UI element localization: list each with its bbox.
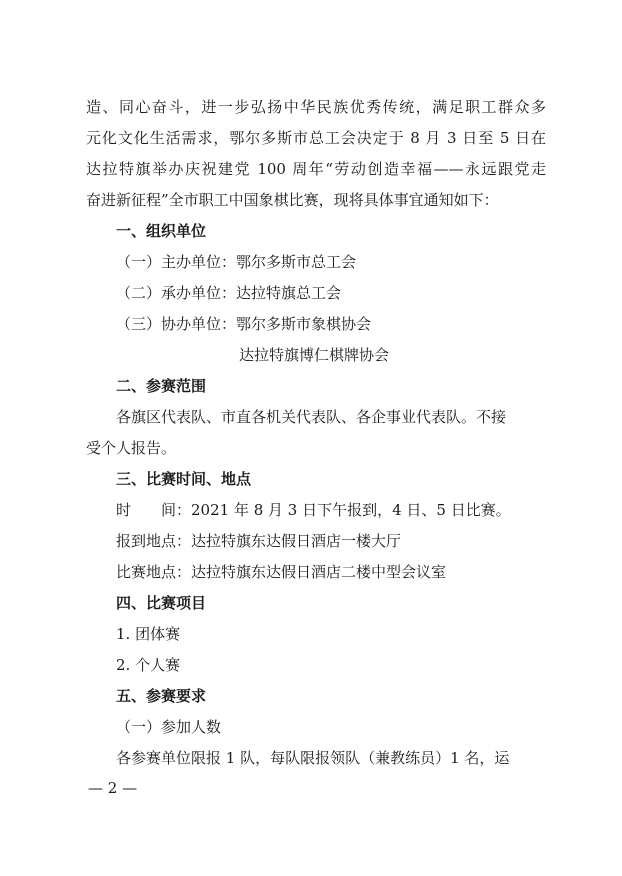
organizer-undertaker: （二）承办单位：达拉特旗总工会 — [116, 284, 342, 302]
section-heading-requirements: 五、参赛要求 — [116, 687, 207, 705]
paragraph-line: 达拉特旗举办庆祝建党 100 周年“劳动创造幸福——永远跟党走 — [86, 160, 546, 178]
event-time: 时 间：2021 年 8 月 3 日下午报到，4 日、5 日比赛。 — [116, 501, 511, 519]
checkin-location: 报到地点：达拉特旗东达假日酒店一楼大厅 — [116, 532, 402, 550]
section-heading-events: 四、比赛项目 — [116, 594, 207, 612]
competition-location: 比赛地点：达拉特旗东达假日酒店二楼中型会议室 — [116, 563, 447, 581]
event-individual: 2. 个人赛 — [116, 656, 181, 674]
organizer-co-host: （三）协办单位：鄂尔多斯市象棋协会 — [116, 315, 372, 333]
organizer-co-host-cont: 达拉特旗博仁棋牌协会 — [239, 346, 390, 364]
paragraph-line: 各旗区代表队、市直各机关代表队、各企事业代表队。不接 — [116, 408, 507, 426]
paragraph-line: 元化文化生活需求，鄂尔多斯市总工会决定于 8 月 3 日至 5 日在 — [86, 129, 546, 147]
section-heading-organizers: 一、组织单位 — [116, 222, 207, 240]
paragraph-line: 奋进新征程”全市职工中国象棋比赛，现将具体事宜通知如下： — [86, 191, 499, 209]
organizer-host: （一）主办单位：鄂尔多斯市总工会 — [116, 253, 357, 271]
page-number: — 2 — — [88, 779, 138, 797]
subsection-participants: （一）参加人数 — [116, 718, 222, 736]
paragraph-line: 造、同心奋斗，进一步弘扬中华民族优秀传统，满足职工群众多 — [86, 98, 546, 116]
section-heading-time-place: 三、比赛时间、地点 — [116, 470, 252, 488]
event-team: 1. 团体赛 — [116, 625, 181, 643]
paragraph-line: 各参赛单位限报 1 队，每队限报领队（兼教练员）1 名，运 — [116, 749, 510, 767]
section-heading-scope: 二、参赛范围 — [116, 377, 207, 395]
paragraph-line: 受个人报告。 — [86, 439, 177, 457]
